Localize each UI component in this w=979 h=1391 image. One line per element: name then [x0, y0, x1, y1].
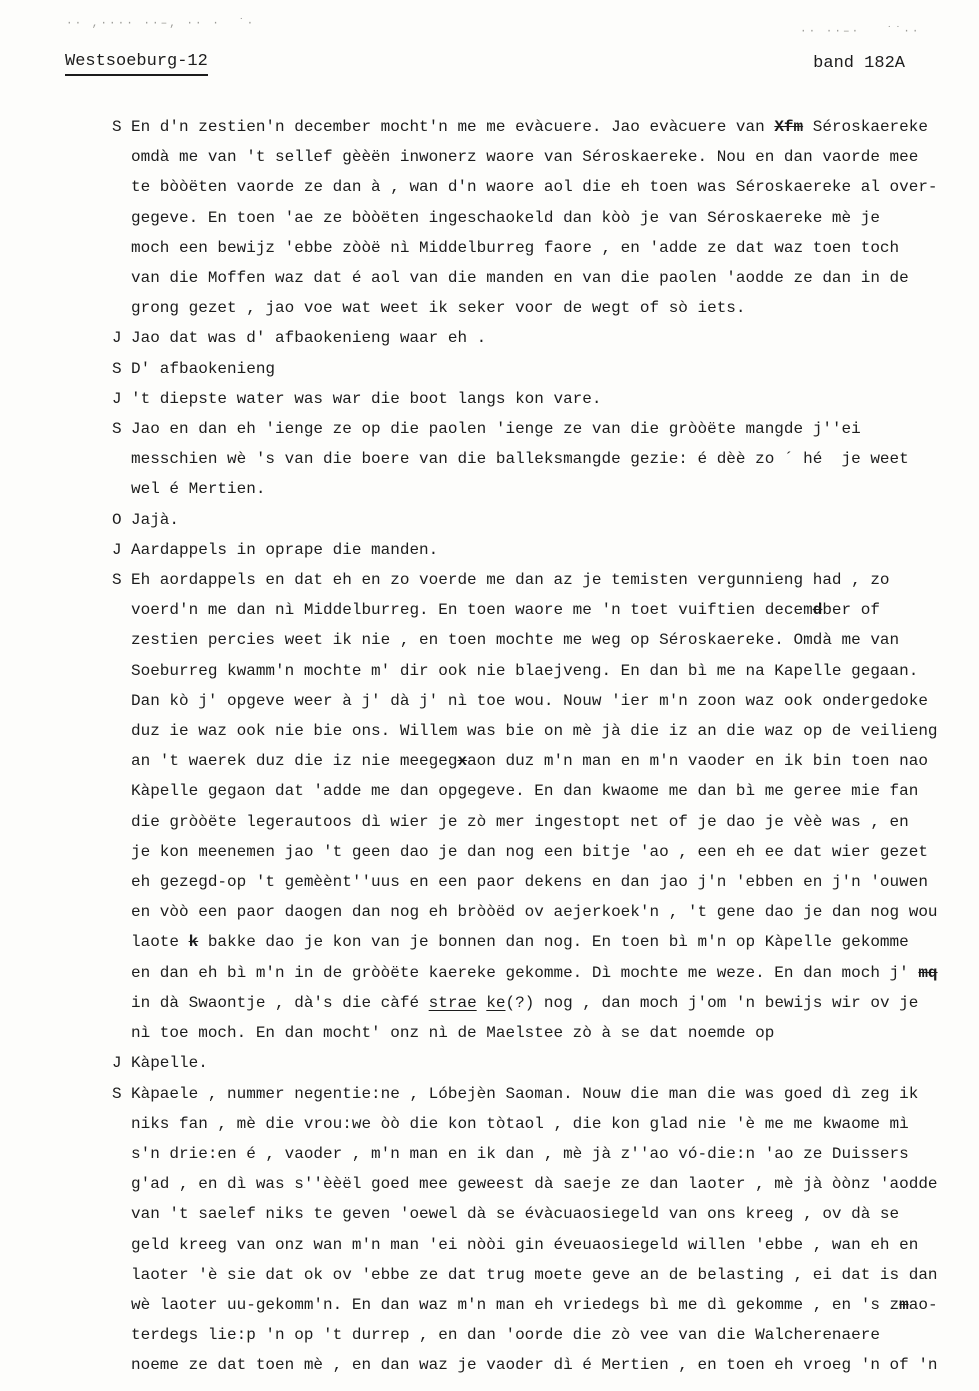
text-segment: mq [918, 963, 938, 982]
band-label: band 182A [813, 54, 905, 73]
page-header [65, 52, 905, 76]
speaker-label: J [112, 540, 122, 559]
text-segment: van 't saelef niks te geven 'oewel dà se évàcuaosiegeld van ons kreeg , ov dà se [131, 1205, 900, 1224]
text-segment: 't diepste water was war die boot langs kon vare. [131, 389, 602, 408]
transcript-line [112, 897, 965, 927]
text-segment: Dan kò j' opgeve weer à j' dà j' nì toe wou. Nouw 'ier m'n zoon waz ook ondergedoke [131, 691, 928, 710]
line-text [131, 1175, 938, 1193]
line-text [131, 450, 909, 468]
transcript-line [112, 1169, 965, 1199]
text-segment: d [812, 601, 823, 620]
line-text [131, 511, 179, 529]
text-segment: bakke dao je kon van je bonnen dan nog. En toen bì m'n op Kàpelle gekomme [198, 933, 909, 952]
text-segment [477, 994, 487, 1012]
transcript-line [112, 1290, 965, 1320]
text-segment: D' afbaokenieng [131, 359, 276, 378]
transcript-line [112, 1018, 965, 1048]
text-segment: omdà me van 't sellef gèèën inwonerz waore van Séroskaereke. Nou en dan vaorde mee [131, 148, 919, 167]
transcript-line [112, 625, 965, 655]
text-segment: voerd'n me dan nì Middelburreg. En toen waore me 'n toet vuiftien decem [131, 601, 813, 620]
text-segment: Jajà. [131, 510, 180, 529]
text-segment: k [188, 933, 199, 952]
text-segment: ber of [822, 601, 880, 620]
transcript-line [112, 233, 965, 263]
text-segment: ke [486, 993, 506, 1012]
text-segment: nì toe moch. En dan mocht' onz nì de Maelstee zò à se dat noemde op [131, 1024, 775, 1043]
text-segment: strae [428, 993, 477, 1012]
line-text [131, 541, 438, 559]
transcript-line [112, 686, 965, 716]
speaker-label: S [112, 420, 122, 439]
text-segment: Jao en dan eh 'ienge ze op die paolen 'ienge ze van die gròòëte mangde j''ei [131, 420, 861, 439]
line-text [131, 1024, 774, 1042]
text-segment: Aardappels in oprape die manden. [131, 540, 439, 559]
line-text [131, 239, 899, 257]
speaker-label: S [112, 118, 122, 136]
line-text [131, 329, 486, 347]
transcript-line [112, 263, 965, 293]
line-text [131, 420, 861, 438]
transcript-line [112, 807, 965, 837]
line-text [131, 148, 918, 166]
text-segment: moch een bewijz 'ebbe zòòë nì Middelburreg faore , en 'adde ze dat waz toen toch [131, 238, 900, 257]
text-segment: grong gezet , jao voe wat weet ik seker voor de wegt of sò iets. [131, 299, 746, 318]
speaker-label: S [112, 1084, 122, 1103]
transcript-line [112, 112, 965, 142]
transcript-line [112, 474, 965, 504]
line-text [131, 843, 928, 861]
line-text [131, 480, 265, 498]
text-segment: wè laoter uu-gekomm'n. En dan waz m'n man eh vriedegs bì me dì gekomme , en 's z [131, 1295, 900, 1314]
text-segment: eh gezegd-op 't gemèènt''uus en een paor dekens en dan jao j'n 'ebben en j'n 'ouwen [131, 873, 928, 892]
text-segment: wel é Mertien. [131, 480, 266, 499]
text-segment: (?) nog , dan moch j'om 'n bewijs wir ov je [505, 993, 919, 1012]
line-text [131, 964, 938, 982]
text-segment: te bòòëten vaorde ze dan à , wan d'n waore aol die eh toen was Séroskaereke al over- [131, 178, 938, 197]
text-segment: in dà Swaontje , dà's die càfé [131, 993, 429, 1012]
text-segment: Séroskaereke [803, 118, 928, 136]
transcript-line [112, 1139, 965, 1169]
line-text [131, 692, 928, 710]
transcript-line [112, 837, 965, 867]
transcript-line [112, 776, 965, 806]
line-text [131, 813, 909, 831]
text-segment: Jao dat was d' afbaokenieng waar eh . [131, 329, 487, 348]
transcript-line [112, 867, 965, 897]
line-text [131, 782, 918, 800]
transcript-line [112, 444, 965, 474]
text-segment: x [457, 752, 468, 771]
page-title: Westsoeburg-12 [65, 52, 208, 76]
line-text [131, 1236, 918, 1254]
transcript-line [112, 414, 965, 444]
transcript-line [112, 1109, 965, 1139]
text-segment: s'n drie:en é , vaoder , m'n man en ik dan , mè jà z''ao vó-die:n 'ao ze Duissers [131, 1144, 909, 1163]
transcript-line [112, 1260, 965, 1290]
transcript-line [112, 1048, 965, 1078]
text-segment: Kàpelle gegaon dat 'adde me dan opgegeve. En dan kwaome me dan bì me geree mie fan [131, 782, 919, 801]
line-text [131, 390, 601, 408]
line-text [131, 933, 909, 951]
text-segment: terdegs lie:p 'n op 't durrep , en dan 'oorde die zò vee van die Walcherenaere [131, 1326, 880, 1345]
text-segment: Kàpelle. [131, 1054, 208, 1073]
text-segment: Soeburreg kwamm'n mochte m' dir ook nie blaejveng. En dan bì me na Kapelle gegaan. [131, 661, 919, 680]
text-segment: geld kreeg van onz wan m'n man 'ei nòòi gin éveuaosiegeld willen 'ebbe , wan eh en [131, 1235, 919, 1254]
line-text [131, 1054, 208, 1072]
text-segment: niks fan , mè die vrou:we òò die kon tòtaol , die kon glad nie 'è me me kwaome mì [131, 1114, 909, 1133]
line-text [131, 1266, 938, 1284]
transcript-line [112, 505, 965, 535]
transcript-line [112, 323, 965, 353]
text-segment: gegeve. En toen 'ae ze bòòëten ingeschaokeld dan kòò je van Séroskaereke mè je [131, 208, 880, 227]
transcript-line [112, 1230, 965, 1260]
line-text [131, 752, 928, 770]
transcript-line [112, 293, 965, 323]
transcript-line [112, 927, 965, 957]
line-text [131, 1115, 909, 1133]
speaker-label: J [112, 1054, 122, 1073]
transcript-line [112, 988, 965, 1018]
text-segment: noeme ze dat toen mè , en dan waz je vaoder dì é Mertien , en toen eh vroeg 'n of 'n [131, 1356, 938, 1375]
line-text [131, 209, 880, 227]
line-text [131, 873, 928, 891]
transcript-line [112, 656, 965, 686]
line-text [131, 178, 938, 196]
line-text [131, 601, 880, 619]
text-segment: laoter 'è sie dat ok ov 'ebbe ze dat trug moete geve an de belasting , ei dat is dan [131, 1265, 938, 1284]
text-segment: aon duz m'n man en m'n vaoder en ik bin toen nao [467, 752, 928, 771]
text-segment: messchien wè 's van die boere van die balleksmangde gezie: é dèè zo ´ hé je weet [131, 450, 909, 469]
text-segment: ao- [908, 1295, 938, 1314]
speaker-label: J [112, 329, 122, 348]
line-text [131, 1085, 918, 1103]
transcript-line [112, 535, 965, 565]
text-segment: an 't waerek duz die iz nie meegeg [131, 752, 458, 771]
text-segment: zestien percies weet ik nie , en toen mochte me weg op Séroskaereke. Omdà me van [131, 631, 900, 650]
transcript-line [112, 1320, 965, 1350]
transcript-line [112, 142, 965, 172]
text-segment: en vòò een paor daogen dan nog eh bròòëd ov aejerkoek'n , 't gene dao je dan nog wou [131, 903, 938, 922]
line-text [131, 1145, 909, 1163]
line-text [131, 360, 275, 378]
text-segment: Eh aordappels en dat eh en zo voerde me dan az je temisten vergunnieng had , zo [131, 571, 890, 590]
line-text [131, 722, 938, 740]
text-segment: die gròòëte legerautoos dì wier je zò mer ingestopt net of je dao je vèè was , en [131, 812, 909, 831]
transcript-line [112, 384, 965, 414]
text-segment: duz ie waz ook nie bie ons. Willem was bie on mè jà die iz an die waz op de veilieng [131, 722, 938, 741]
text-segment: en dan eh bì m'n in de gròòëte kaereke gekomme. Dì mochte me weze. En dan moch j' [131, 963, 919, 982]
transcript-line [112, 746, 965, 776]
line-text [131, 1326, 880, 1344]
text-segment: En d'n zestien'n december mocht'n me me evàcuere. Jao evàcuere van [131, 118, 775, 136]
line-text [131, 571, 890, 589]
transcript-line [112, 958, 965, 988]
transcript [112, 112, 965, 1381]
line-text [131, 662, 918, 680]
line-text [131, 269, 909, 287]
line-text [131, 994, 918, 1012]
line-text [131, 1296, 938, 1314]
line-text [131, 118, 928, 136]
text-segment: Kàpaele , nummer negentie:ne , Lóbejèn Saoman. Nouw die man die was goed dì zeg ik [131, 1084, 919, 1103]
transcript-line [112, 1079, 965, 1109]
line-text [131, 631, 899, 649]
line-text [131, 299, 746, 317]
pencil-smudge-right: ·· ··–· ˙˙·· [800, 26, 921, 38]
transcript-line [112, 595, 965, 625]
speaker-label: S [112, 359, 122, 378]
transcript-line [112, 1199, 965, 1229]
pencil-smudge-left: ·· ,···· ··–, ·· · ˙· [66, 18, 256, 30]
transcript-line [112, 1350, 965, 1380]
transcript-line [112, 565, 965, 595]
line-text [131, 1205, 899, 1223]
transcript-line [112, 203, 965, 233]
text-segment: van die Moffen waz dat é aol van die manden en van die paolen 'aodde ze dan in de [131, 269, 909, 288]
text-segment: je kon meenemen jao 't geen dao je dan nog een bitje 'ao , een eh ee dat wier gezet [131, 842, 928, 861]
text-segment: m [899, 1295, 909, 1314]
text-segment: g'ad , en dì was s''èèël goed mee geweest dà saeje ze dan laoter , mè jà òònz 'aodde [131, 1175, 938, 1194]
transcript-line [112, 172, 965, 202]
speaker-label: J [112, 389, 122, 408]
transcript-line [112, 716, 965, 746]
text-segment: Xfm [774, 118, 804, 136]
line-text [131, 903, 938, 921]
text-segment: laote [131, 933, 189, 952]
line-text [131, 1356, 938, 1374]
transcript-line [112, 354, 965, 384]
speaker-label: S [112, 571, 122, 590]
speaker-label: O [112, 510, 122, 529]
